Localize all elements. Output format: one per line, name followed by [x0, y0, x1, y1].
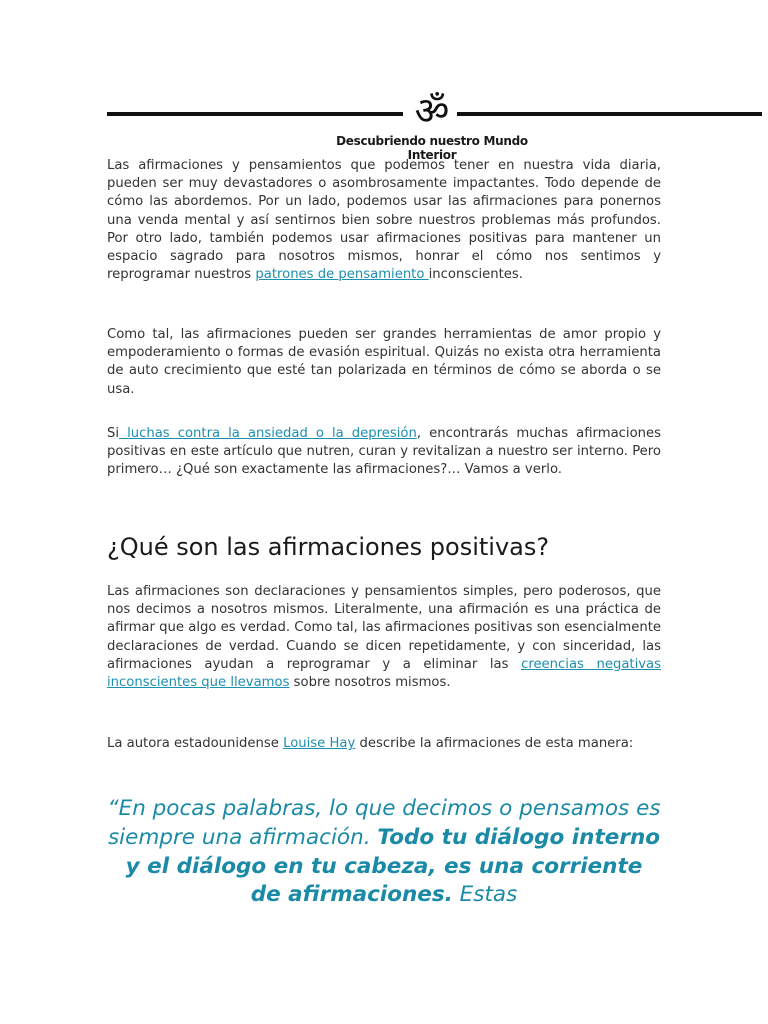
paragraph-louise-hay: La autora estadounidense Louise Hay describe la afirmaciones de esta manera: [107, 736, 634, 751]
link-creencias-negativas[interactable]: creencias negativas inconscientes que llevamos [107, 656, 662, 691]
link-patrones-de-pensamiento[interactable]: patrones de pensamiento [255, 267, 429, 283]
header-rule-right [457, 112, 762, 116]
brand-title: Descubriendo nuestro Mundo Interior [336, 134, 528, 162]
paragraph-como-tal: Como tal, las afirmaciones pueden ser grandes herramientas de amor propio y empoderamiento o formas de evasión espiritual. Quizás no exista otra herramienta de auto crecimiento que esté tan polarizada en términos de cómo se aborda o se usa. [107, 327, 661, 397]
paragraph-intro: Las afirmaciones y pensamientos que podemos tener en nuestra vida diaria, pueden ser muy devastadores o asombrosamente impactantes. Todo depende de cómo las abordemos. Por un lado, podemos usar las afirmaciones para ponernos una venda mental y así sentirnos bien sobre nuestros problemas más profundos. Por otro lado, también podemos usar afirmaciones positivas para mantener un espacio sagrado para nosotros mismos, honrar el cómo nos sentimos y reprogramar nuestros patrones de pensamiento inconscientes. [107, 158, 661, 283]
pull-quote: “En pocas palabras, lo que decimos o pensamos es siempre una afirmación. Todo tu diálogo interno y el diálogo en tu cabeza, es una corriente de afirmaciones. Estas [107, 796, 661, 908]
link-louise-hay[interactable]: Louise Hay [283, 736, 356, 751]
site-header [107, 89, 762, 162]
link-ansiedad-depresion[interactable]: luchas contra la ansiedad o la depresión [119, 426, 417, 441]
section-heading: ¿Qué son las afirmaciones positivas? [107, 533, 550, 561]
header-rule-left [107, 112, 403, 116]
paragraph-definicion: Las afirmaciones son declaraciones y pensamientos simples, pero poderosos, que nos decimos a nosotros mismos. Literalmente, una afirmación es una práctica de afirmar que algo es verdad. Como tal, las afirmaciones positivas son esencialmente declaraciones de verdad. Cuando se dicen repetidamente, y con sinceridad, las afirmaciones ayudan a reprogramar y a eliminar las creencias negativas inconscientes que llevamos sobre nosotros mismos. [107, 584, 662, 691]
paragraph-ansiedad: Si luchas contra la ansiedad o la depresión, encontrarás muchas afirmaciones positivas en este artículo que nutren, curan y revitalizan a nuestro ser interno. Pero primero… ¿Qué son exactamente las afirmaciones?… Vamos a verlo. [107, 426, 661, 478]
om-logo-icon: ॐ [414, 89, 450, 133]
